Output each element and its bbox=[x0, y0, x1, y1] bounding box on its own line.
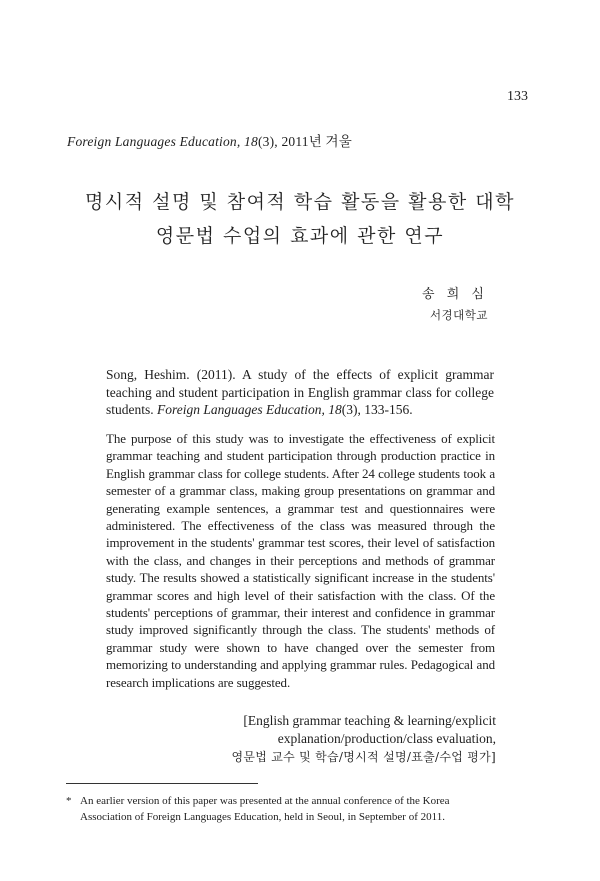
abstract: The purpose of this study was to investigate the effectiveness of explicit grammar teaching and student participation through production practice in English grammar class for college students. After 24 college students took a semester of a grammar class, making group presentations on grammar and generating example sentences, a grammar test and questionnaires were administered. The effectiveness of the class was measured through the improvement in the students' grammar test scores, their level of satisfaction with the class, and changes in their perceptions and methods of grammar study. The results showed a statistically significant increase in the students' grammar scores and high level of their satisfaction with the class. Of the students' perceptions of grammar, their interest and confidence in grammar study improved significantly through the class. The students' methods of grammar study were shown to have changed over the semester from memorizing to understanding and applying grammar rules. Pedagogical and research implications are suggested. bbox=[106, 431, 495, 690]
title-line-2: 영문법 수업의 효과에 관한 연구 bbox=[155, 225, 445, 247]
journal-issue: (3), 2011년 겨울 bbox=[257, 134, 353, 149]
footnote-line-1 bbox=[66, 793, 504, 809]
keywords-line-1: [English grammar teaching & learning/explicit bbox=[243, 713, 496, 728]
journal-volume: 18 bbox=[244, 134, 258, 149]
footnote-mark: * bbox=[66, 795, 72, 807]
keywords-line-3: 영문법 교수 및 학습/명시적 설명/표출/수업 평가] bbox=[231, 750, 496, 764]
page-number: 133 bbox=[507, 89, 528, 104]
journal-name: Foreign Languages Education, bbox=[67, 134, 241, 149]
citation-text: Song, Heshim. (2011). A study of the effects of explicit grammar teaching and student participation in English grammar class for college students. bbox=[106, 367, 494, 417]
title-line-1: 명시적 설명 및 참여적 학습 활동을 활용한 대학 bbox=[84, 191, 515, 213]
footnote-text-2: Association of Foreign Languages Education, held in Seoul, in September of 2011. bbox=[80, 811, 445, 823]
journal-header bbox=[67, 130, 352, 150]
paper-title bbox=[0, 185, 600, 253]
author-affiliation: 서경대학교 bbox=[429, 308, 488, 322]
footnote-text-1: An earlier version of this paper was presented at the annual conference of the Korea bbox=[80, 795, 450, 807]
author-block bbox=[422, 285, 488, 325]
keywords bbox=[231, 712, 496, 766]
author-name: 송 희 심 bbox=[422, 287, 488, 302]
footnote-divider bbox=[66, 783, 258, 784]
keywords-line-2: explanation/production/class evaluation, bbox=[277, 731, 496, 746]
citation bbox=[106, 366, 494, 419]
citation-volume: 18 bbox=[328, 402, 342, 417]
footnote bbox=[66, 793, 504, 825]
citation-pages: (3), 133-156. bbox=[341, 402, 413, 417]
citation-journal: Foreign Languages Education, bbox=[157, 402, 325, 417]
